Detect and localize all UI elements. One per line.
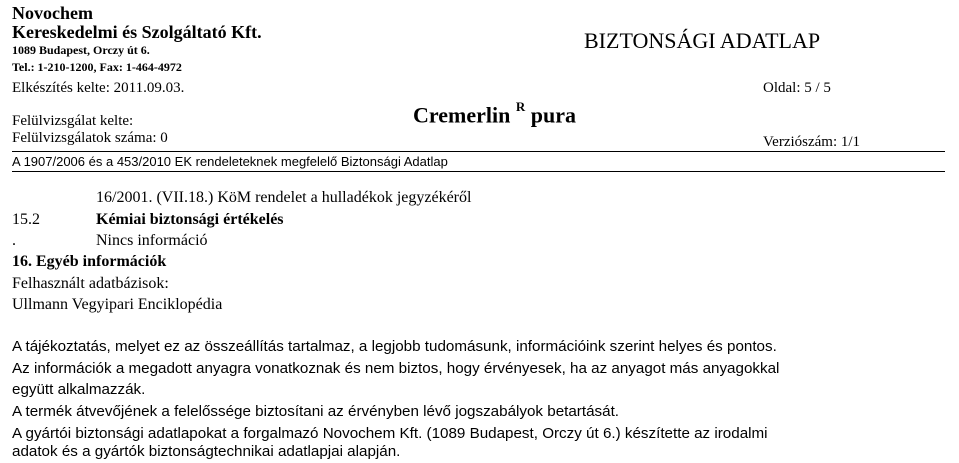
regulation-line: A 1907/2006 és a 453/2010 EK rendeleteknek megfelelő Biztonsági Adatlap <box>12 154 448 169</box>
section-15-2-text: Nincs információ <box>96 232 208 249</box>
revision-date: Felülvizsgálat kelte: <box>12 113 134 129</box>
databases-label: Felhasznált adatbázisok: <box>12 275 169 292</box>
disclaimer-paragraph: A gyártói biztonsági adatlapokat a forgalmazó Novochem Kft. (1089 Budapest, Orczy út 6.) készítette az irodalmi <box>12 425 768 442</box>
created-date: Elkészítés kelte: 2011.09.03. <box>12 80 185 96</box>
header-divider-bottom <box>12 171 945 172</box>
section-15-2-number: 15.2 <box>12 211 40 228</box>
section-16-title: 16. Egyéb információk <box>12 253 167 270</box>
disclaimer-paragraph: A tájékoztatás, melyet ez az összeállítás tartalmaz, a legjobb tudomásunk, információink szerint helyes és pontos. <box>12 338 777 355</box>
header-divider-top <box>12 151 945 152</box>
revision-count: Felülvizsgálatok száma: 0 <box>12 130 168 146</box>
page-number: Oldal: 5 / 5 <box>763 80 831 96</box>
company-address: 1089 Budapest, Orczy út 6. <box>12 43 150 57</box>
product-registered-mark: R <box>515 99 526 114</box>
section-15-2-title: Kémiai biztonsági értékelés <box>96 211 284 228</box>
version-number: Verziószám: 1/1 <box>763 134 861 150</box>
product-name: Cremerlin <box>413 102 511 128</box>
company-phone-fax: Tel.: 1-210-1200, Fax: 1-464-4972 <box>12 60 182 74</box>
waste-regulation-reference: 16/2001. (VII.18.) KöM rendelet a hulladékok jegyzékéről <box>96 189 472 206</box>
disclaimer-paragraph: adatok és a gyártók biztonságtechnikai adatlapjai alapján. <box>12 443 401 460</box>
product-suffix: pura <box>530 102 576 128</box>
databases-value: Ullmann Vegyipari Enciklopédia <box>12 296 223 313</box>
disclaimer-paragraph: együtt alkalmazzák. <box>12 381 146 398</box>
product-title <box>413 99 576 128</box>
disclaimer-paragraph: A termék átvevőjének a felelőssége biztosítani az érvényben lévő jogszabályok betartását. <box>12 403 620 420</box>
section-15-2-dot: . <box>12 232 16 249</box>
document-title: BIZTONSÁGI ADATLAP <box>584 28 821 53</box>
disclaimer-paragraph: Az információk a megadott anyagra vonatkoznak és nem biztos, hogy érvényesek, ha az anyagot más anyagokkal <box>12 360 780 377</box>
company-name: Novochem <box>12 3 93 23</box>
company-subtitle: Kereskedelmi és Szolgáltató Kft. <box>12 22 262 42</box>
